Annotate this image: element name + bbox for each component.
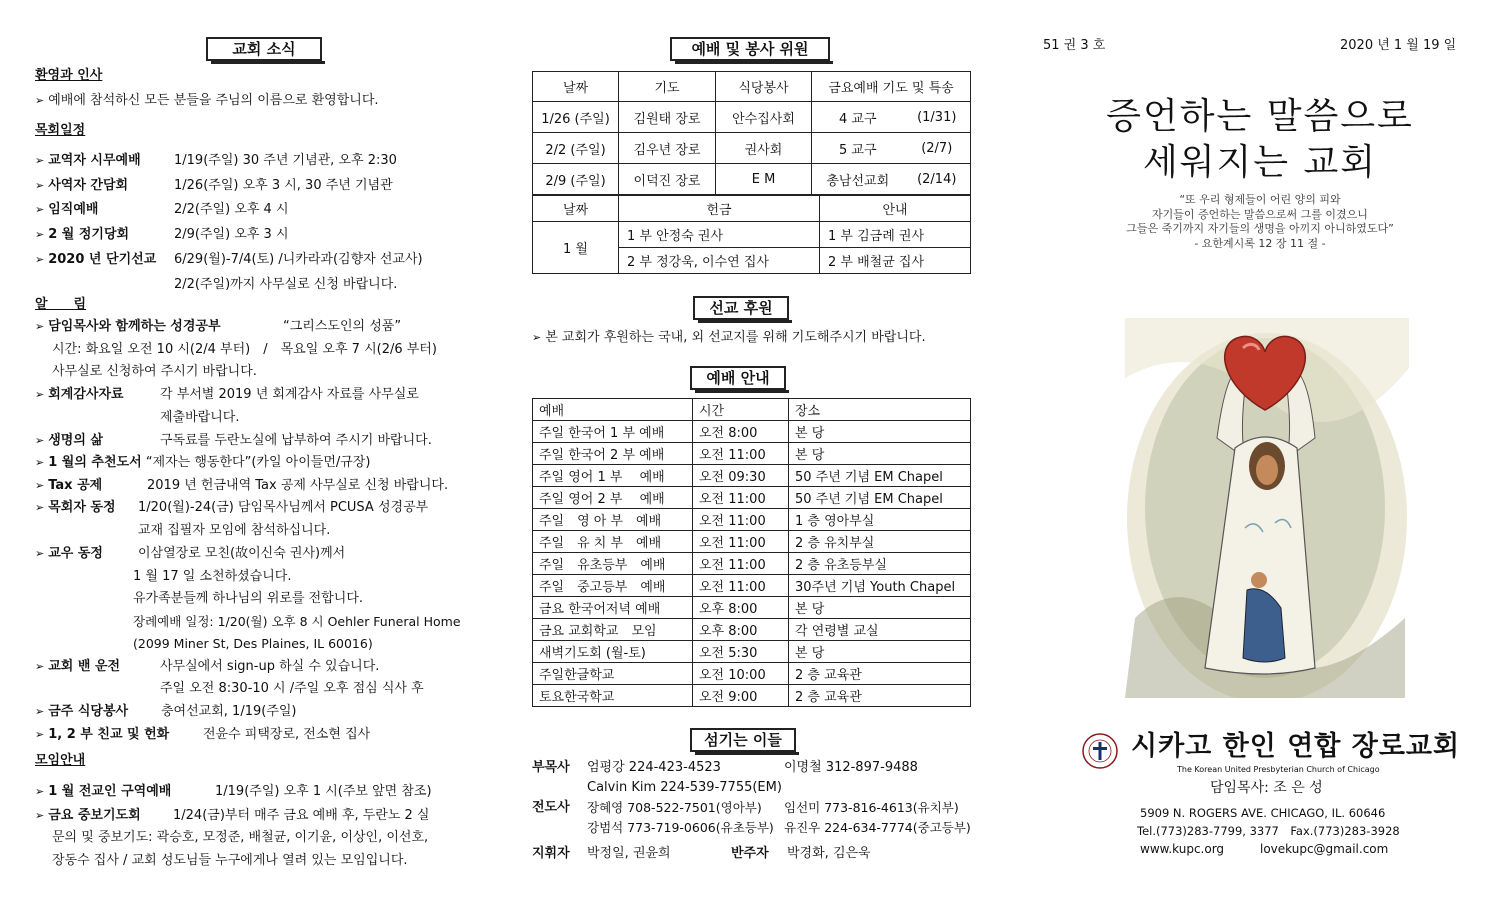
church-address: 5909 N. ROGERS AVE. CHICAGO, IL. 60646 xyxy=(1140,806,1386,820)
table-cell: 5 교구 xyxy=(812,133,904,164)
table-cell: 1 부 안정숙 권사 xyxy=(619,222,820,248)
staff-contact: 엄평강 224-423-4523 xyxy=(587,760,721,775)
table-cell: 총남선교회 xyxy=(812,164,904,195)
notice-item: ➢ 교우 동정 xyxy=(35,546,103,561)
pastoral-item: ➢ 2020 년 단기선교 xyxy=(35,252,157,267)
pastoral-text: 2/2(주일) 오후 4 시 xyxy=(174,202,289,217)
welcome-text: ➢ 예배에 참석하신 모든 분들을 주님의 이름으로 환영합니다. xyxy=(35,93,379,108)
meeting-item: ➢ 금요 중보기도회 xyxy=(35,808,141,823)
table-cell: 주일한글학교 xyxy=(533,663,693,685)
notice-item: ➢ 회계감사자료 xyxy=(35,387,124,402)
notice-item: ➢ 생명의 삶 xyxy=(35,433,103,448)
accompanist-label: 반주자 xyxy=(731,846,769,861)
table-cell: 2 층 교육관 xyxy=(789,663,971,685)
servants-title: 섬기는 이들 xyxy=(690,728,796,752)
table-cell: 본 당 xyxy=(789,641,971,663)
senior-pastor: 담임목사: 조 은 성 xyxy=(1210,780,1323,796)
table-row xyxy=(533,531,971,553)
volume-number: 51 권 3 호 xyxy=(1043,38,1106,53)
col-header: 안내 xyxy=(820,196,971,222)
table-cell: 오전 11:00 xyxy=(693,509,789,531)
table-cell: 안수집사회 xyxy=(716,102,812,133)
worship-table xyxy=(532,398,971,707)
bulletin-date: 2020 년 1 월 19 일 xyxy=(1340,38,1457,53)
cover-illustration xyxy=(1125,318,1409,698)
table-cell: 이덕진 장로 xyxy=(619,164,716,195)
meeting-item: ➢ 1 월 전교인 구역예배 xyxy=(35,784,172,799)
table-cell: 1 월 xyxy=(533,222,619,274)
church-name: 시카고 한인 연합 장로교회 xyxy=(1131,731,1461,762)
notice-text: 제출바랍니다. xyxy=(160,410,240,425)
pastoral-heading: 목회일정 xyxy=(35,123,86,138)
staff-contact: 이명철 312-897-9488 xyxy=(784,760,918,775)
church-phone: Tel.(773)283-7799, 3377 Fax.(773)283-3928 xyxy=(1137,824,1400,838)
table-cell: 50 주년 기념 EM Chapel xyxy=(789,465,971,487)
table-cell: 주일 유 치 부 예배 xyxy=(533,531,693,553)
pastoral-item: ➢ 사역자 간담회 xyxy=(35,178,129,193)
pastoral-item: ➢ 임직예배 xyxy=(35,202,99,217)
sermon-title-line: 증언하는 말씀으로 xyxy=(1106,96,1414,137)
col-header: 기도 xyxy=(619,72,716,102)
conductor-names: 박정일, 권윤희 xyxy=(587,846,671,861)
table-cell: 오전 10:00 xyxy=(693,663,789,685)
notice-item: ➢ 1, 2 부 친교 및 헌화 xyxy=(35,727,170,742)
table-cell: (1/31) xyxy=(904,102,971,133)
table-cell: 1 부 김금례 권사 xyxy=(820,222,971,248)
table-cell: E M xyxy=(716,164,812,195)
table-cell: (2/14) xyxy=(904,164,971,195)
service-committee-title: 예배 및 봉사 위원 xyxy=(670,37,830,61)
pastoral-text: 6/29(월)-7/4(토) /니카라과(김향자 선교사) xyxy=(174,252,423,267)
welcome-heading: 환영과 인사 xyxy=(35,68,103,83)
notice-item: ➢ 교회 밴 운전 xyxy=(35,659,121,674)
church-email: lovekupc@gmail.com xyxy=(1260,842,1389,856)
table-cell: 김원태 장로 xyxy=(619,102,716,133)
meeting-heading: 모임안내 xyxy=(35,753,86,768)
col-header: 장소 xyxy=(789,399,971,421)
mission-text: ➢ 본 교회가 후원하는 국내, 외 선교지를 위해 기도해주시기 바랍니다. xyxy=(532,330,926,345)
notice-heading: 알 림 xyxy=(35,297,87,312)
table-cell: 각 연령별 교실 xyxy=(789,619,971,641)
col-header: 헌금 xyxy=(619,196,820,222)
table-cell: 오전 5:30 xyxy=(693,641,789,663)
col-header: 식당봉사 xyxy=(716,72,812,102)
table-cell: 새벽기도회 (월-토) xyxy=(533,641,693,663)
notice-item: ➢ Tax 공제 xyxy=(35,478,103,493)
verse-line: - 요한계시록 12 장 11 절 - xyxy=(1194,236,1326,250)
staff-contact: 강범석 773-719-0606(유초등부) xyxy=(587,820,774,835)
notice-text: 시간: 화요일 오전 10 시(2/4 부터) / 목요일 오후 7 시(2/6 부터) xyxy=(52,342,437,357)
meeting-text: 장동수 집사 / 교회 성도님들 누구에게나 열려 있는 모임입니다. xyxy=(52,853,408,868)
table-row xyxy=(533,509,971,531)
table-cell: 김우년 장로 xyxy=(619,133,716,164)
notice-text: (2099 Miner St, Des Plaines, IL 60016) xyxy=(133,636,373,651)
pastoral-text: 1/26(주일) 오후 3 시, 30 주년 기념관 xyxy=(174,178,393,193)
notice-text: 구독료를 두란노실에 납부하여 주시기 바랍니다. xyxy=(160,433,432,448)
table-cell: 50 주년 기념 EM Chapel xyxy=(789,487,971,509)
table-cell: 오전 11:00 xyxy=(693,487,789,509)
table-cell: 2/9 (주일) xyxy=(533,164,619,195)
notice-text: 전윤수 피택장로, 전소현 집사 xyxy=(203,727,371,742)
table-cell: 오전 09:30 xyxy=(693,465,789,487)
notice-text: 장례예배 일정: 1/20(월) 오후 8 시 Oehler Funeral Home xyxy=(133,614,461,629)
table-cell: 2 층 유치부실 xyxy=(789,531,971,553)
staff-contact: Calvin Kim 224-539-7755(EM) xyxy=(587,780,782,795)
table-cell: 1 층 영아부실 xyxy=(789,509,971,531)
table-cell: 4 교구 xyxy=(812,102,904,133)
table-cell: 주일 영어 1 부 예배 xyxy=(533,465,693,487)
notice-item: ➢ 담임목사와 함께하는 성경공부 xyxy=(35,319,221,334)
verse-line: 자기들이 증언하는 말씀으로써 그를 이겼으니 xyxy=(1152,207,1368,221)
church-seal-logo xyxy=(1081,732,1119,770)
table-cell: 2 층 교육관 xyxy=(789,685,971,707)
church-news-title: 교회 소식 xyxy=(206,37,322,61)
offering-table xyxy=(532,195,971,274)
meeting-text: 1/19(주일) 오후 1 시(주보 앞면 참조) xyxy=(215,784,432,799)
notice-text: 이삼열장로 모친(故이신숙 권사)께서 xyxy=(138,546,346,561)
table-row xyxy=(533,597,971,619)
table-row xyxy=(533,619,971,641)
church-english-name: The Korean United Presbyterian Church of Chicago xyxy=(1177,765,1380,774)
col-header: 시간 xyxy=(693,399,789,421)
pastoral-text: 2/2(주일)까지 사무실로 신청 바랍니다. xyxy=(174,277,398,292)
table-row xyxy=(533,663,971,685)
pastoral-text: 1/19(주일) 30 주년 기념관, 오후 2:30 xyxy=(174,153,397,168)
notice-text: 주일 오전 8:30-10 시 /주일 오후 점심 식사 후 xyxy=(160,681,424,696)
table-cell: 오전 11:00 xyxy=(693,443,789,465)
table-cell: 오전 11:00 xyxy=(693,531,789,553)
notice-item: ➢ 1 월의 추천도서 “제자는 행동한다”(카일 아이들먼/규장) xyxy=(35,455,371,470)
verse-line: 그들은 죽기까지 자기들의 생명을 아끼지 아니하였도다” xyxy=(1126,222,1394,235)
notice-text: 1 월 17 일 소천하셨습니다. xyxy=(133,569,292,584)
table-cell: 30주년 기념 Youth Chapel xyxy=(789,575,971,597)
conductor-label: 지휘자 xyxy=(532,846,570,861)
table-row xyxy=(533,487,971,509)
staff-contact: 임선미 773-816-4613(유치부) xyxy=(784,800,959,815)
pastoral-text: 2/9(주일) 오후 3 시 xyxy=(174,227,289,242)
table-cell: 주일 중고등부 예배 xyxy=(533,575,693,597)
col-header: 날짜 xyxy=(533,72,619,102)
table-cell: 오후 8:00 xyxy=(693,619,789,641)
table-cell: 2/2 (주일) xyxy=(533,133,619,164)
staff-contact: 유진우 224-634-7774(중고등부) xyxy=(784,820,971,835)
col-header: 예배 xyxy=(533,399,693,421)
table-cell: 1/26 (주일) xyxy=(533,102,619,133)
table-row xyxy=(533,575,971,597)
sermon-title xyxy=(1040,94,1480,186)
table-row xyxy=(533,685,971,707)
table-cell: 주일 영어 2 부 예배 xyxy=(533,487,693,509)
church-website: www.kupc.org xyxy=(1140,842,1225,856)
notice-text: 충여선교회, 1/19(주일) xyxy=(161,704,297,719)
table-row xyxy=(533,443,971,465)
table-cell: 오전 11:00 xyxy=(693,575,789,597)
col-header: 금요예배 기도 및 특송 xyxy=(812,72,971,102)
notice-text: 2019 년 헌금내역 Tax 공제 사무실로 신청 바랍니다. xyxy=(147,478,449,493)
table-cell: 2 층 유초등부실 xyxy=(789,553,971,575)
notice-item: ➢ 목회자 동정 xyxy=(35,500,116,515)
evangelist-label: 전도사 xyxy=(532,800,570,815)
notice-text: 사무실에서 sign-up 하실 수 있습니다. xyxy=(160,659,380,674)
notice-text: 각 부서별 2019 년 회계감사 자료를 사무실로 xyxy=(160,387,419,402)
table-cell: 오전 11:00 xyxy=(693,553,789,575)
meeting-text: 1/24(금)부터 매주 금요 예배 후, 두란노 2 실 xyxy=(173,808,430,823)
table-cell: 토요한국학교 xyxy=(533,685,693,707)
table-cell: 오후 8:00 xyxy=(693,597,789,619)
verse-line: “또 우리 형제들이 어린 양의 피와 xyxy=(1179,193,1341,206)
table-cell: 본 당 xyxy=(789,597,971,619)
table-cell: 오전 8:00 xyxy=(693,421,789,443)
accompanist-names: 박경화, 김은욱 xyxy=(787,846,871,861)
table-cell: 금요 교회학교 모임 xyxy=(533,619,693,641)
notice-item: ➢ 금주 식당봉사 xyxy=(35,704,129,719)
table-cell: 주일 한국어 2 부 예배 xyxy=(533,443,693,465)
service-committee-table xyxy=(532,71,971,195)
table-row xyxy=(533,421,971,443)
notice-text: “그리스도인의 성품” xyxy=(283,319,402,334)
worship-title: 예배 안내 xyxy=(690,366,786,390)
pastoral-item: ➢ 교역자 시무예배 xyxy=(35,153,141,168)
table-row xyxy=(533,641,971,663)
table-cell: 주일 유초등부 예배 xyxy=(533,553,693,575)
notice-text: 1/20(월)-24(금) 담임목사님께서 PCUSA 성경공부 xyxy=(138,500,429,515)
table-cell: 주일 영 아 부 예배 xyxy=(533,509,693,531)
table-cell: 권사회 xyxy=(716,133,812,164)
table-row xyxy=(533,465,971,487)
pastoral-item: ➢ 2 월 정기당회 xyxy=(35,227,130,242)
table-row xyxy=(533,553,971,575)
table-cell: 오전 9:00 xyxy=(693,685,789,707)
table-cell: 본 당 xyxy=(789,421,971,443)
table-cell: 2 부 배철균 집사 xyxy=(820,248,971,274)
staff-contact: 장혜영 708-522-7501(영아부) xyxy=(587,800,762,815)
sermon-title-line: 세워지는 교회 xyxy=(1142,142,1378,183)
associate-pastor-label: 부목사 xyxy=(532,760,570,775)
table-cell: 2 부 정강욱, 이수연 집사 xyxy=(619,248,820,274)
table-cell: 본 당 xyxy=(789,443,971,465)
mission-title: 선교 후원 xyxy=(693,296,789,320)
table-cell: 금요 한국어저녁 예배 xyxy=(533,597,693,619)
col-header: 날짜 xyxy=(533,196,619,222)
table-cell: 주일 한국어 1 부 예배 xyxy=(533,421,693,443)
notice-text: 교재 집필자 모임에 참석하십니다. xyxy=(138,523,331,538)
meeting-text: 문의 및 중보기도: 곽승호, 모정준, 배철균, 이기윤, 이상인, 이선호, xyxy=(52,830,429,845)
notice-text: 유가족분들께 하나님의 위로를 전합니다. xyxy=(133,591,364,606)
scripture-verse xyxy=(1040,193,1480,251)
table-cell: (2/7) xyxy=(904,133,971,164)
notice-text: 사무실로 신청하여 주시기 바랍니다. xyxy=(52,364,257,379)
